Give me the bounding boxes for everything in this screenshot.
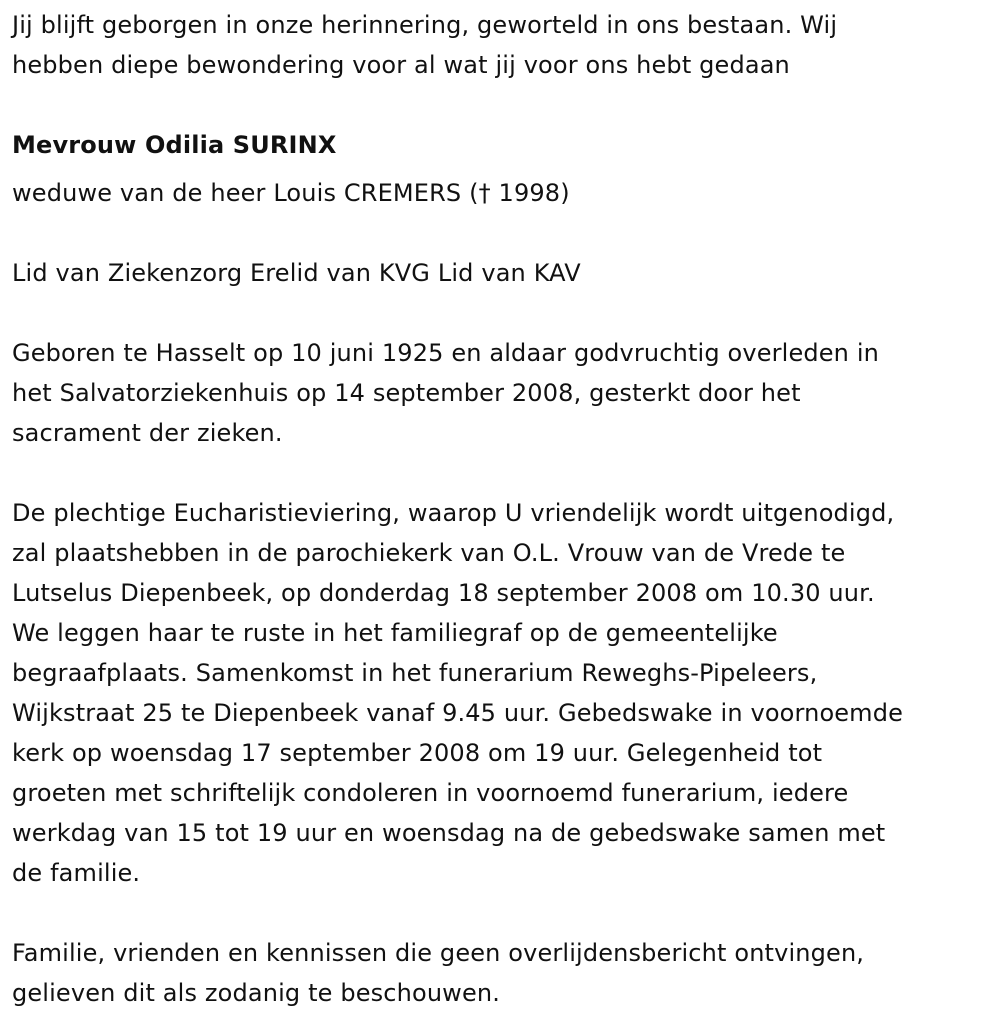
birth-death-paragraph — [12, 333, 988, 453]
ceremony-line-10: de familie. — [12, 859, 141, 887]
memberships: Lid van Ziekenzorg Erelid van KVG Lid van KAV — [12, 259, 581, 287]
ceremony-line-8: groeten met schriftelijk condoleren in voornoemd funerarium, iedere — [12, 779, 849, 807]
birth-death-line-3: sacrament der zieken. — [12, 419, 283, 447]
opening-verse-line-1: Jij blijft geborgen in onze herinnering, geworteld in ons bestaan. Wij — [12, 11, 838, 39]
deceased-name: Mevrouw Odilia SURINX — [12, 131, 337, 159]
cross-icon: † — [478, 179, 491, 207]
ceremony-line-5: begraafplaats. Samenkomst in het funerarium Reweghs-Pipeleers, — [12, 659, 818, 687]
ceremony-line-1: De plechtige Eucharistieviering, waarop U vriendelijk wordt uitgenodigd, — [12, 499, 895, 527]
ceremony-line-9: werkdag van 15 tot 19 uur en woensdag na de gebedswake samen met — [12, 819, 886, 847]
ceremony-line-2: zal plaatshebben in de parochiekerk van O.L. Vrouw van de Vrede te — [12, 539, 846, 567]
closing-line-2: gelieven dit als zodanig te beschouwen. — [12, 979, 501, 1007]
ceremony-line-6: Wijkstraat 25 te Diepenbeek vanaf 9.45 uur. Gebedswake in voornoemde — [12, 699, 904, 727]
closing-paragraph — [12, 933, 988, 1013]
ceremony-line-4: We leggen haar te ruste in het familiegraf op de gemeentelijke — [12, 619, 778, 647]
ceremony-line-7: kerk op woensdag 17 september 2008 om 19 uur. Gelegenheid tot — [12, 739, 823, 767]
ceremony-line-3: Lutselus Diepenbeek, op donderdag 18 september 2008 om 10.30 uur. — [12, 579, 875, 607]
closing-line-1: Familie, vrienden en kennissen die geen overlijdensbericht ontvingen, — [12, 939, 865, 967]
widow-line — [12, 173, 988, 213]
ceremony-paragraph — [12, 493, 988, 893]
widow-prefix: weduwe van de heer Louis CREMERS ( — [12, 179, 479, 207]
opening-verse-line-2: hebben diepe bewondering voor al wat jij voor ons hebt gedaan — [12, 51, 790, 79]
opening-verse — [12, 5, 988, 85]
birth-death-line-1: Geboren te Hasselt op 10 juni 1925 en aldaar godvruchtig overleden in — [12, 339, 880, 367]
death-year-of-husband: 1998) — [498, 179, 570, 207]
birth-death-line-2: het Salvatorziekenhuis op 14 september 2008, gesterkt door het — [12, 379, 801, 407]
